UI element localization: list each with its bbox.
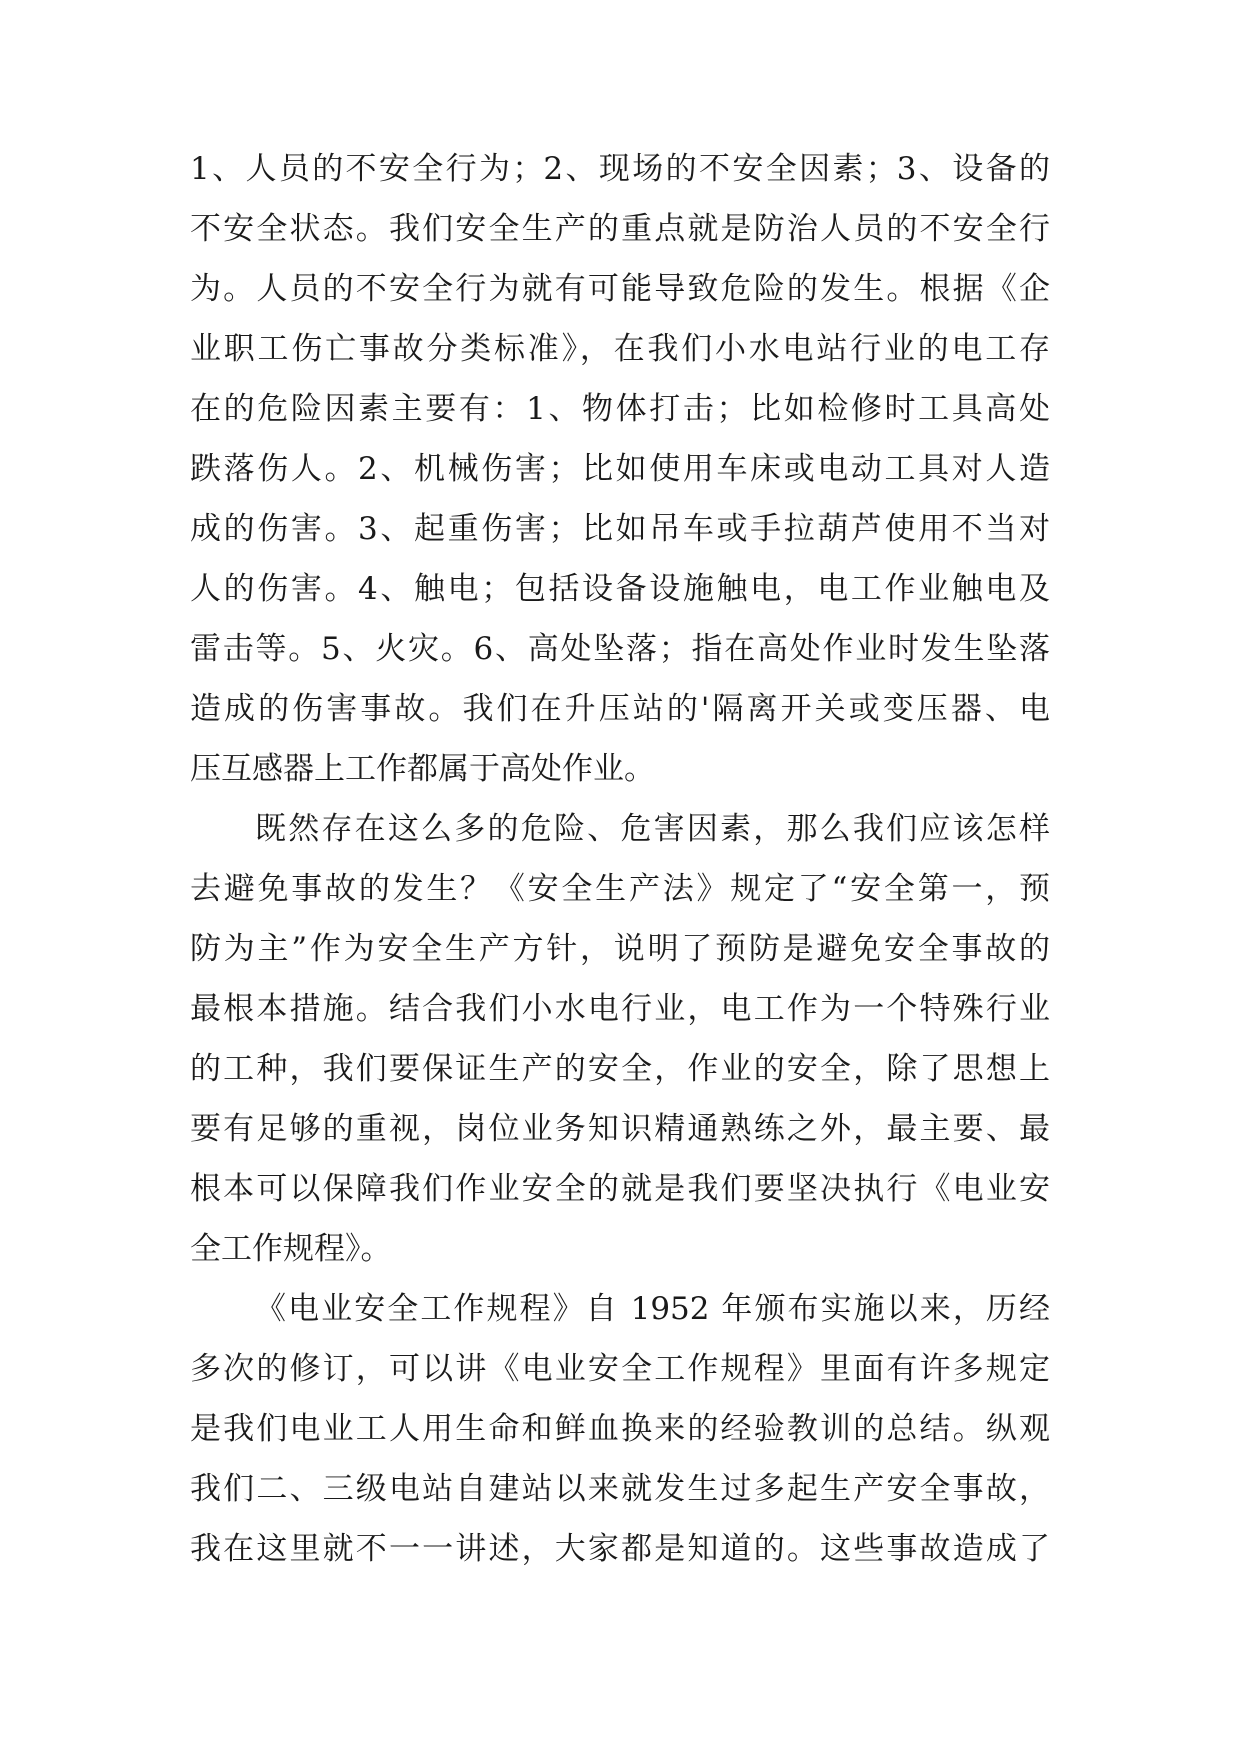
text-line: 全工作规程》。 xyxy=(190,1231,392,1267)
text-line: 成的伤害。3、起重伤害；比如吊车或手拉葫芦使用不当对 xyxy=(190,511,1050,547)
text-line: 的工种，我们要保证生产的安全，作业的安全，除了思想上 xyxy=(190,1051,1050,1087)
paragraph-first-line: 既然存在这么多的危险、危害因素，那么我们应该怎样 xyxy=(255,811,1050,847)
text-line: 要有足够的重视，岗位业务知识精通熟练之外，最主要、最 xyxy=(190,1111,1050,1147)
text-line: 人的伤害。4、触电；包括设备设施触电，电工作业触电及 xyxy=(190,571,1050,607)
text-line: 雷击等。5、火灾。6、高处坠落；指在高处作业时发生坠落 xyxy=(190,631,1050,667)
paragraph-first-line: 《电业安全工作规程》自 1952 年颁布实施以来，历经 xyxy=(255,1291,1050,1327)
text-line: 1、人员的不安全行为；2、现场的不安全因素；3、设备的 xyxy=(190,151,1050,187)
text-line: 最根本措施。结合我们小水电行业，电工作为一个特殊行业 xyxy=(190,991,1050,1027)
text-line: 去避免事故的发生？《安全生产法》规定了“安全第一，预 xyxy=(190,871,1050,907)
text-line: 防为主”作为安全生产方针，说明了预防是避免安全事故的 xyxy=(190,931,1050,967)
text-line: 跌落伤人。2、机械伤害；比如使用车床或电动工具对人造 xyxy=(190,451,1050,487)
text-line: 在的危险因素主要有：1、物体打击；比如检修时工具高处 xyxy=(190,391,1050,427)
text-line: 是我们电业工人用生命和鲜血换来的经验教训的总结。纵观 xyxy=(190,1411,1050,1447)
text-line: 我在这里就不一一讲述，大家都是知道的。这些事故造成了 xyxy=(190,1531,1050,1567)
text-line: 业职工伤亡事故分类标准》，在我们小水电站行业的电工存 xyxy=(190,331,1050,367)
text-line: 为。人员的不安全行为就有可能导致危险的发生。根据《企 xyxy=(190,271,1050,307)
text-line: 我们二、三级电站自建站以来就发生过多起生产安全事故， xyxy=(190,1471,1050,1507)
text-line: 多次的修订，可以讲《电业安全工作规程》里面有许多规定 xyxy=(190,1351,1050,1387)
text-line: 造成的伤害事故。我们在升压站的'隔离开关或变压器、电 xyxy=(190,691,1050,727)
text-line: 根本可以保障我们作业安全的就是我们要坚决执行《电业安 xyxy=(190,1171,1050,1207)
text-line: 不安全状态。我们安全生产的重点就是防治人员的不安全行 xyxy=(190,211,1050,247)
text-line: 压互感器上工作都属于高处作业。 xyxy=(190,751,655,787)
